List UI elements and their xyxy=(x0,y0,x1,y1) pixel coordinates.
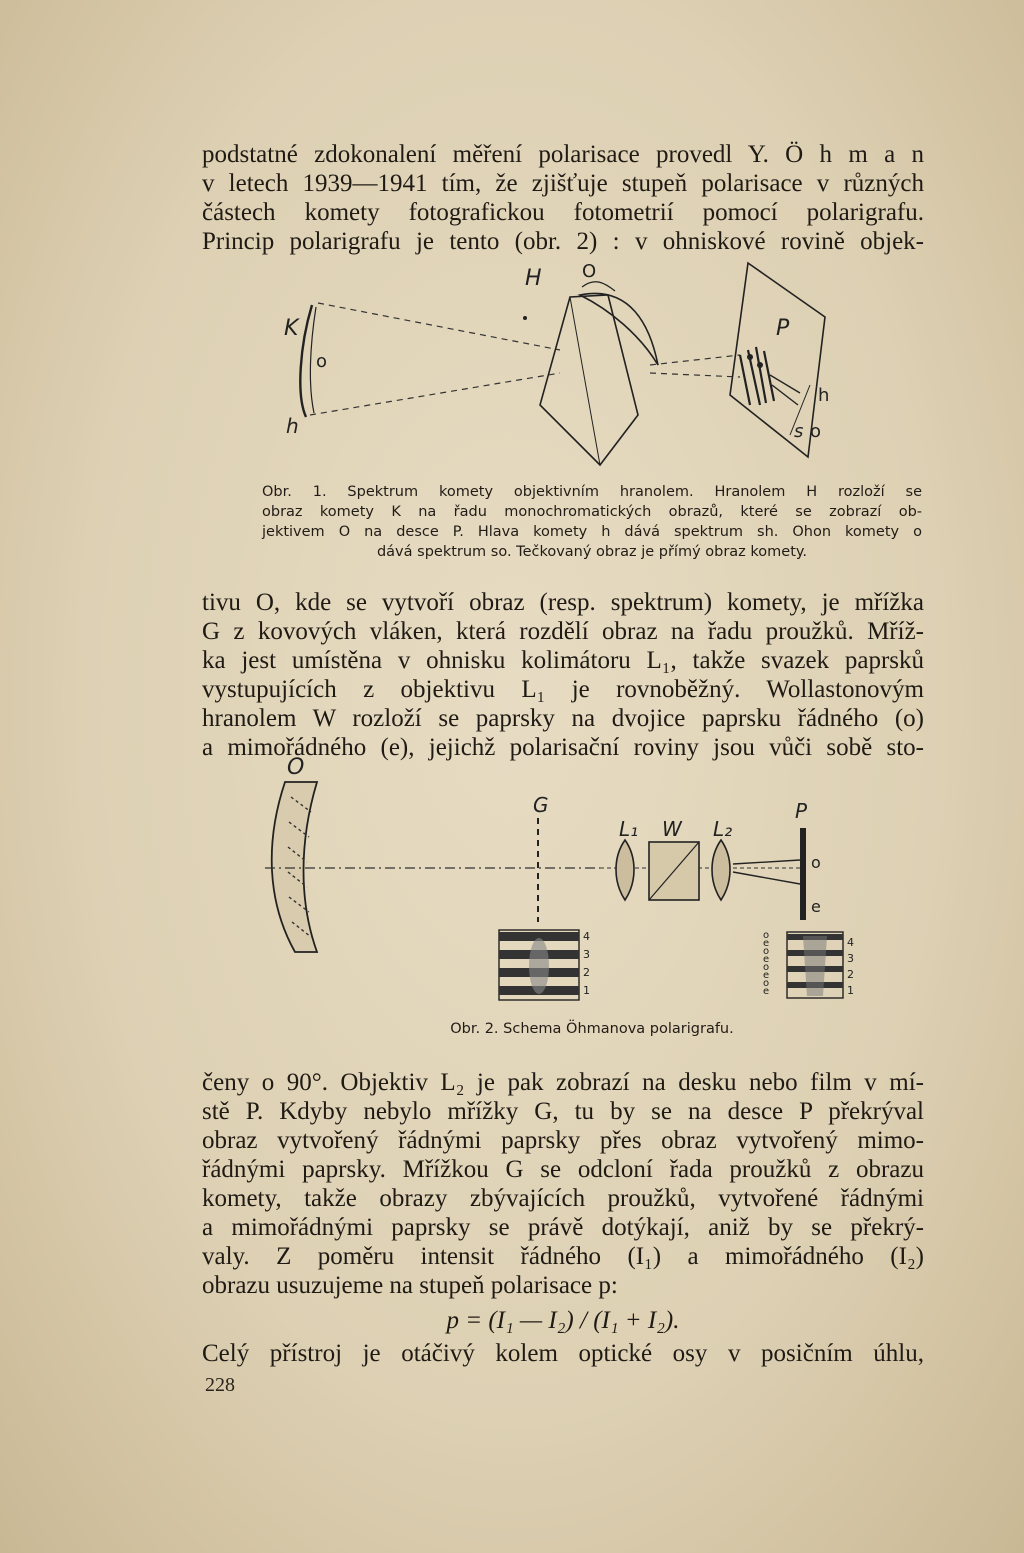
grid-number: 2 xyxy=(847,968,854,981)
grid-number: 3 xyxy=(847,952,854,965)
objective-lens-o xyxy=(580,293,658,365)
text-line: Princip polarigrafu je tento (obr. 2) : v ohniskové rovině objek- xyxy=(202,228,924,255)
label-p: P xyxy=(795,799,808,823)
label-e-ray: e xyxy=(811,897,821,916)
figure-1-diagram xyxy=(270,255,850,470)
paragraph-top xyxy=(202,140,924,256)
text-line: komety, takže obrazy zbývajících proužků, vytvořené řádnými xyxy=(202,1185,924,1212)
oe-label: e xyxy=(763,986,770,997)
oe-label: e xyxy=(763,970,770,981)
caption-line: obraz komety K na řadu monochromatických obrazů, které se zobrazí ob- xyxy=(262,504,922,520)
grid-number: 4 xyxy=(583,930,590,943)
dot-marker xyxy=(523,316,527,320)
spectrum-dot xyxy=(757,362,763,368)
paragraph-bottom xyxy=(202,1068,924,1368)
oe-label: o xyxy=(763,962,770,973)
lens-l2 xyxy=(712,840,730,900)
label-o-ray: o xyxy=(811,853,821,872)
spectrum-lines xyxy=(740,347,774,405)
label-h: H xyxy=(525,266,542,291)
grid-number: 2 xyxy=(583,966,590,979)
prism-h xyxy=(540,295,638,465)
text-line: a mimořádného (e), jejichž polarisační roviny jsou vůči sobě sto- xyxy=(202,734,924,761)
grid-number: 1 xyxy=(583,984,590,997)
objective-top-arc xyxy=(582,282,615,291)
text-line: ka jest umístěna v ohnisku kolimátoru L₁, takže svazek paprsků xyxy=(202,647,924,674)
grid-stripes-left xyxy=(499,930,579,1000)
text-line: valy. Z poměru intensit řádného (I₁) a mimořádného (I₂) xyxy=(202,1243,924,1270)
oe-label: o xyxy=(763,930,770,941)
label-o-right: o xyxy=(810,421,822,442)
ray-right-bottom xyxy=(650,373,740,377)
figure-2-svg xyxy=(255,752,865,1012)
grid-number: 1 xyxy=(847,984,854,997)
text-line: hranolem W rozloží se paprsky na dvojice paprsku řádného (o) xyxy=(202,705,924,732)
label-h-right: h xyxy=(818,385,830,406)
text-line: vystupujících z objektivu L₁ je rovnoběžný. Wollastonovým xyxy=(202,676,924,703)
lens-l1 xyxy=(616,840,634,900)
grid-number: 3 xyxy=(583,948,590,961)
label-h-left: h xyxy=(286,414,299,438)
caption-line: Obr. 2. Schema Öhmanova polarigrafu. xyxy=(450,1021,734,1037)
text-line: obrazu usuzujeme na stupeň polarisace p: xyxy=(202,1272,618,1299)
label-w: W xyxy=(662,817,682,841)
text-line: stě P. Kdyby nebylo mřížky G, tu by se na desce P překrýval xyxy=(202,1098,924,1125)
formula: p = (I₁ — I₂) / (I₁ + I₂). xyxy=(446,1307,680,1334)
caption-line: Obr. 1. Spektrum komety objektivním hranolem. Hranolem H rozloží se xyxy=(262,484,922,500)
oe-label: o xyxy=(763,978,770,989)
text-line: G z kovových vláken, která rozdělí obraz na řadu proužků. Mříž- xyxy=(202,618,924,645)
label-p: P xyxy=(776,316,790,341)
text-line: tivu O, kde se vytvoří obraz (resp. spektrum) komety, je mřížka xyxy=(202,589,924,616)
text-line: Celý přístroj je otáčivý kolem optické osy v posičním úhlu, xyxy=(202,1340,924,1367)
text-line: obraz vytvořený řádnými paprsky přes obraz vytvořený mimo- xyxy=(202,1127,924,1154)
text-line: a mimořádnými paprsky se právě dotýkají, aniž by se překrý- xyxy=(202,1214,924,1241)
text-line: v letech 1939—1941 tím, že zjišťuje stupeň polarisace v různých xyxy=(202,170,924,197)
ray-top xyxy=(318,303,560,350)
ray-right-top xyxy=(650,355,740,365)
label-s: s xyxy=(794,421,804,442)
prism-h-edges xyxy=(570,295,638,465)
oe-label: e xyxy=(763,938,770,949)
label-o: o xyxy=(316,351,328,372)
label-g: G xyxy=(533,793,549,817)
oe-label: o xyxy=(763,946,770,957)
ray-bottom xyxy=(310,373,560,415)
spectrum-dot xyxy=(747,354,753,360)
text-line: řádnými paprsky. Mřížkou G se odcloní řada proužků z obrazu xyxy=(202,1156,924,1183)
label-o: O xyxy=(287,755,305,780)
caption-line: jektivem O na desce P. Hlava komety h dává spektrum sh. Ohon komety o xyxy=(262,524,922,540)
figure-1-svg xyxy=(270,255,850,470)
objective-lens-o xyxy=(272,782,317,952)
grid-stripes-right xyxy=(787,932,843,998)
figure-1-caption xyxy=(262,482,922,562)
label-o-top: O xyxy=(582,261,597,282)
label-l2: L₂ xyxy=(713,817,733,841)
text-line: čeny o 90°. Objektiv L₂ je pak zobrazí na desku nebo film v mí- xyxy=(202,1069,924,1096)
figure-2-diagram xyxy=(255,752,865,1012)
text-line: podstatné zdokonalení měření polarisace provedl Y. Ö h m a n xyxy=(202,141,924,168)
label-k: K xyxy=(284,316,299,341)
figure-2-caption xyxy=(262,1019,922,1039)
plate-p xyxy=(800,828,806,920)
oe-label: e xyxy=(763,954,770,965)
label-l1: L₁ xyxy=(619,817,639,841)
rays-o-e xyxy=(733,860,800,884)
text-line: částech komety fotografickou fotometrií pomocí polarigrafu. xyxy=(202,199,924,226)
caption-line: dává spektrum so. Tečkovaný obraz je přímý obraz komety. xyxy=(376,544,808,560)
paragraph-middle xyxy=(202,588,924,762)
grid-number: 4 xyxy=(847,936,854,949)
page-number: 228 xyxy=(205,1374,235,1396)
